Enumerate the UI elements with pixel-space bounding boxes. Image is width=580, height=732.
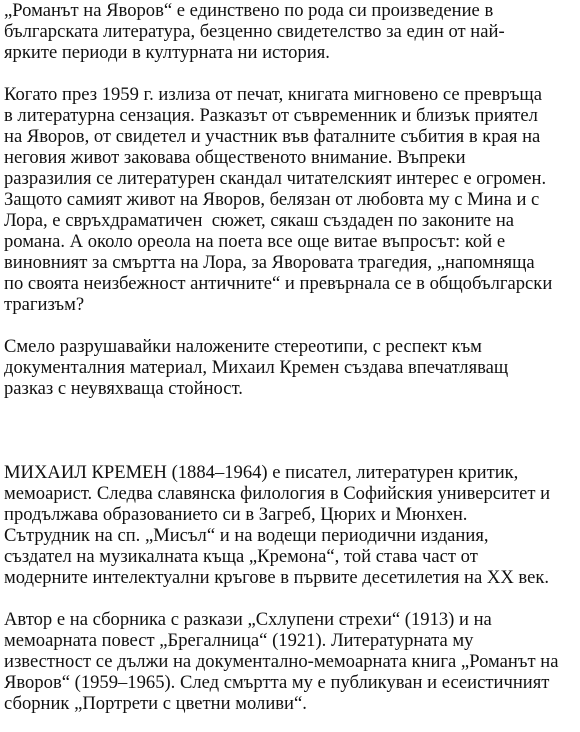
section-spacer xyxy=(4,399,578,462)
text-line: българската литература, безценно свидетелство за един от най- xyxy=(4,21,505,42)
text-line: сборник „Портрети с цветни моливи“. xyxy=(4,693,307,714)
paragraph-spacer xyxy=(4,588,578,609)
paragraph-spacer xyxy=(4,63,578,84)
author-works-paragraph xyxy=(4,609,578,714)
text-line: Яворов“ (1959–1965). След смъртта му е публикуван и есеистичният xyxy=(4,672,550,693)
text-line: Когато през 1959 г. излиза от печат, книгата мигновено се превръща xyxy=(4,84,543,105)
paragraph-spacer xyxy=(4,315,578,336)
text-line: продължава образованието си в Загреб, Цюрих и Мюнхен. xyxy=(4,504,468,525)
text-line: Защото самият живот на Яворов, белязан от любовта му с Мина и с xyxy=(4,189,540,210)
text-line: по своята неизбежност античните“ и превърнала се в общобългарски xyxy=(4,273,553,294)
text-line: документалния материал, Михаил Кремен създава впечатляващ xyxy=(4,357,509,378)
summary-paragraph xyxy=(4,336,578,399)
text-line: Лора, е свръхдраматичен сюжет, сякаш създаден по законите на xyxy=(4,210,515,231)
text-line: модерните интелектуални кръгове в първите десетилетия на XX век. xyxy=(4,567,550,588)
text-line: трагизъм? xyxy=(4,294,85,315)
text-line: неговия живот заковава общественото внимание. Въпреки xyxy=(4,147,466,168)
text-line: мемоарист. Следва славянска филология в Софийския университет и xyxy=(4,483,551,504)
text-line: Смело разрушавайки наложените стереотипи, с респект към xyxy=(4,336,482,357)
text-line: разказ с неувяхваща стойност. xyxy=(4,378,243,399)
intro-paragraph xyxy=(4,0,578,63)
text-line: Сътрудник на сп. „Мисъл“ и на водещи периодични издания, xyxy=(4,525,489,546)
text-line: ярките периоди в културната ни история. xyxy=(4,42,330,63)
text-line: създател на музикалната къща „Кремона“, той става част от xyxy=(4,546,478,567)
back-cover-text xyxy=(4,0,578,714)
text-line: „Романът на Яворов“ е единствено по рода си произведение в xyxy=(4,0,494,21)
publication-paragraph xyxy=(4,84,578,315)
text-line: романа. А около ореола на поета все още витае въпросът: кой е xyxy=(4,231,506,252)
text-line: в литературна сензация. Разказът от съвременник и близък приятел xyxy=(4,105,538,126)
text-line: МИХАИЛ КРЕМЕН (1884–1964) е писател, литературен критик, xyxy=(4,462,519,483)
text-line: разразилия се литературен скандал читателският интерес е огромен. xyxy=(4,168,547,189)
author-bio-paragraph xyxy=(4,462,578,588)
text-line: Автор е на сборника с разкази „Схлупени стрехи“ (1913) и на xyxy=(4,609,492,630)
text-line: известност се дължи на документално-мемоарната книга „Романът на xyxy=(4,651,559,672)
text-line: на Яворов, от свидетел и участник във фаталните събития в края на xyxy=(4,126,541,147)
text-line: виновният за смъртта на Лора, за Яворовата трагедия, „напомняща xyxy=(4,252,535,273)
text-line: мемоарната повест „Брегалница“ (1921). Литературната му xyxy=(4,630,474,651)
